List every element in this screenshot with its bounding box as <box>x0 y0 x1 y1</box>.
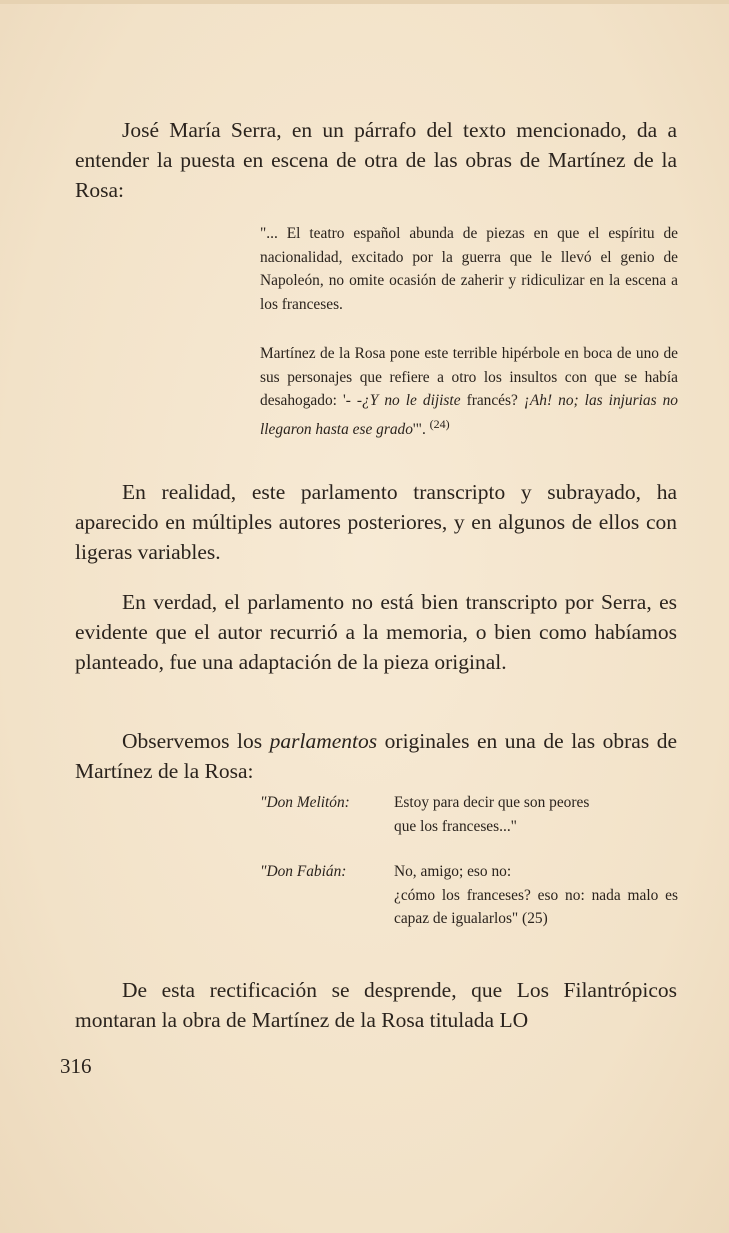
page-number: 316 <box>60 1054 92 1078</box>
paragraph-intro: José María Serra, en un párrafo del texto mencionado, da a entender la puesta en escena de otra de las obras de Martínez de la Rosa: <box>75 118 677 202</box>
quote-end: '". <box>412 420 426 438</box>
quote-part-2 <box>260 342 678 441</box>
speaker-fabian: "Don Fabián: <box>260 863 347 880</box>
paragraph-observe-end: originales en una de las obras de Martínez de la Rosa: <box>75 729 678 783</box>
quote-line-start: '- - <box>342 392 363 409</box>
paragraph-observe-start: Observemos los <box>122 729 270 753</box>
paragraph-reality: En realidad, este parlamento transcripto y subrayado, ha aparecido en múltiples autores posteriores, y en algunos de ellos con ligeras variables. <box>75 480 677 564</box>
block-quote <box>260 222 678 316</box>
speech-meliton-line-2: que los franceses..." <box>394 817 517 835</box>
quote-mid: francés? <box>460 392 524 409</box>
quote-emphasis-2: ¡Ah! no; las injurias no llegaron hasta ese grado <box>260 392 678 438</box>
speech-fabian <box>394 860 678 931</box>
speech-meliton-line-1: Estoy para decir que son peores <box>394 794 590 811</box>
quote-part-2-text: Martínez de la Rosa pone este terrible hipérbole en boca de uno de sus personajes que refiere a otro los insultos con que se había desahogado: <box>260 345 678 409</box>
speech-fabian-line-1: No, amigo; eso no: <box>394 863 512 880</box>
page-top-edge <box>0 0 729 4</box>
paragraph-truth: En verdad, el parlamento no está bien transcripto por Serra, es evidente que el autor recurrió a la memoria, o bien como habíamos planteado, fue una adaptación de la pieza original. <box>75 590 677 674</box>
block-quote-continued <box>260 342 678 441</box>
footnote-ref-24: (24) <box>429 416 450 431</box>
paragraph-observe <box>75 726 677 786</box>
quote-emphasis-1: ¿Y no le dijiste <box>362 392 461 409</box>
paragraph-rectification: De esta rectificación se desprende, que Los Filantrópicos montaran la obra de Martínez de la Rosa titulada LO <box>75 978 677 1032</box>
quote-part-1: "... El teatro español abunda de piezas en que el espíritu de nacionalidad, excitado por la guerra que le llevó el genio de Napoleón, no omite ocasión de zaherir y ridiculizar en la escena a los franceses. <box>260 225 678 313</box>
speaker-meliton: "Don Melitón: <box>260 794 350 811</box>
parlamentos-emphasis: parlamentos <box>269 729 378 753</box>
speech-fabian-line-2: ¿cómo los franceses? eso no: nada malo es capaz de igualarlos" (25) <box>394 886 678 927</box>
speech-meliton <box>394 791 678 838</box>
